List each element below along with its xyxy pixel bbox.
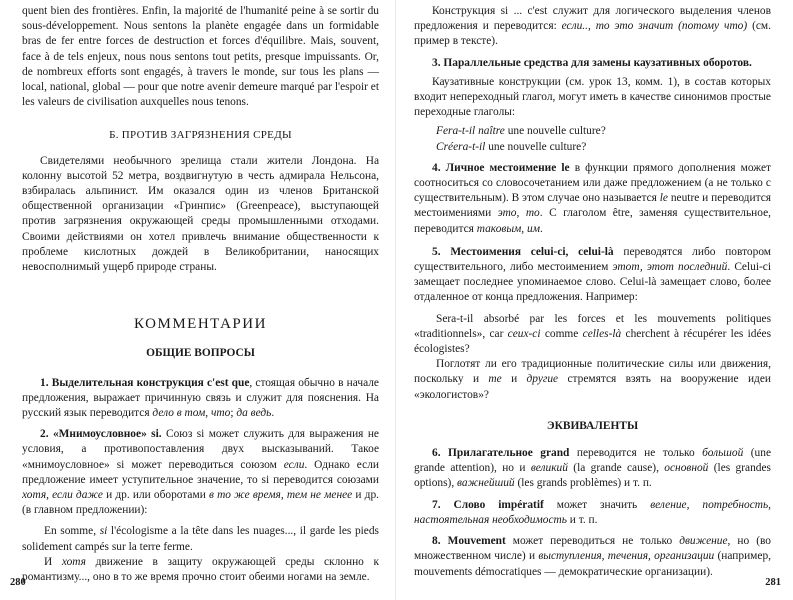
comment-item-4: 4. Личное местоимение le в функции прямого дополнения может соотноситься со словосочетанием или даже предложением (а не только с существительным). В этом случае оно называется le neutre и переводится местоимениями это, то. С глаголом être, заменяя существительное, переводится таковым, им. <box>414 161 771 235</box>
right-page <box>397 0 793 600</box>
general-questions-heading: ОБЩИЕ ВОПРОСЫ <box>146 347 255 360</box>
continuation-paragraph: Конструкция si ... c'est служит для логического выделения членов предложения и переводится: если.., то это значит (потому что) (см. пример в тексте). <box>414 5 771 48</box>
item-5-term: Местоимения celui-ci, celui-là <box>450 245 614 258</box>
example-russian-2: Поглотят ли его традиционные политические силы или движения, поскольку и те и другие стремятся взять на вооружение идеи «экологистов»? <box>414 358 771 401</box>
right-column <box>414 0 771 580</box>
item-1-term: Выделительная конструкция c'est que <box>51 376 250 389</box>
item-6-term: Прилагательное grand <box>448 447 570 460</box>
comment-item-6: 6. Прилагательное grand переводится не только большой (une grande attention), но и великий (la grande cause), основной (les grandes options), важнейший (les grands problèmes) и т. п. <box>414 447 771 490</box>
equivalents-heading: ЭКВИВАЛЕНТЫ <box>546 419 639 432</box>
left-page <box>0 0 396 600</box>
page-number-left: 280 <box>10 576 26 588</box>
item-7-term: Слово impératif <box>453 498 544 511</box>
item-3-term: Параллельные средства для замены каузативных оборотов. <box>443 56 752 69</box>
example-french-1: En somme, si l'écologisme a la tête dans les nuages..., il garde les pieds solidement campés sur la terre ferme. <box>22 525 379 553</box>
item-8-term: Mouvement <box>447 535 506 548</box>
page-gutter <box>395 0 396 600</box>
page-number-right: 281 <box>765 576 781 588</box>
section-b-heading: Б. ПРОТИВ ЗАГРЯЗНЕНИЯ СРЕДЫ <box>109 129 292 142</box>
item-4-term: Личное местоимение le <box>445 161 570 174</box>
item-2-term: «Мнимоусловное» si. <box>52 428 162 441</box>
comments-heading: КОММЕНТАРИИ <box>134 316 267 333</box>
example-russian-1: И хотя движение в защиту окружающей среды склонно к романтизму..., оно в то же время прочно стоит обеими ногами на земле. <box>22 555 379 584</box>
example-causative-2: Créera-t-il une nouvelle culture? <box>436 140 587 153</box>
section-b-text: Свидетелями необычного зрелища стали жители Лондона. На колонну высотой 52 метра, воздвигнутую в честь адмирала Нельсона, взбиралась альпинист. Им оказался один из членов Британской общественной организации «Гринпис» (Greenpeace), выступающей против загрязнения окружающей среды промышленными отходами. Своими действиями он хотел привлечь внимание общественности к проблеме кислотных дождей в Великобритании, наносящих невосполнимый ущерб природе страны. <box>22 154 379 274</box>
item-3-text: Каузативные конструкции (см. урок 13, комм. 1), в состав которых входит непереходный глагол, могут иметь в качестве синонимов простые переходные глаголы: <box>414 75 771 119</box>
example-causative-1: Fera-t-il naître une nouvelle culture? <box>436 125 606 138</box>
comment-item-1: 1. Выделительная конструкция c'est que, стоящая обычно в начале предложения, выражает причинную связь и служит для пояснения. На русский язык переводится дело в том, что; да ведь. <box>22 376 379 420</box>
left-column <box>22 0 379 585</box>
comment-item-7: 7. Слово impératif может значить веление, потребность, настоятельная необходимость и т. п. <box>414 498 772 526</box>
comment-item-3: 3. Параллельные средства для замены каузативных оборотов. <box>432 56 752 69</box>
intro-paragraph: quent bien des frontières. Enfin, la majorité de l'humanité peine à se sortir du sous-développement. Nous sentons la planète engagée dans un formidable bras de fer entre forces de destruction et forces d'équilibre. Mais, souvent, face à de tels enjeux, nous nous sentons tout petits, presque impuissants. Or, de nombreux efforts sont engagés, à travers le monde, sur tous les plans — local, national, global — pour que notre avenir demeure marqué par l'espoir et les valeurs de civilisation auxquelles nous tenons. <box>22 5 379 109</box>
comment-item-2: 2. «Мнимоусловное» si. Союз si может служить для выражения не условия, а противопоставления двух высказываний. Такое «мнимоусловное» si может переводиться союзом если. Однако если предложение имеет уступительное значение, то si переводится союзами хотя, если даже и др. или оборотами в то же время, тем не менее и др. (в главном предложении): <box>22 428 380 517</box>
example-french-2: Sera-t-il absorbé par les forces et les mouvements politiques «traditionnels», car ceux-ci comme celles-là cherchent à récupérer les idées écologistes? <box>414 312 771 356</box>
comment-item-5: 5. Местоимения celui-ci, celui-là переводятся либо повтором существительного, либо местоимением этот, этот последний. Celui-ci замещает последнее упоминаемое слово. Celui-là замещает слово, более отдаленное от конца предложения. Например: <box>414 245 772 304</box>
comment-item-8: 8. Mouvement может переводиться не только движение, но (во множественном числе) и выступления, течения, организации (например, mouvements démocratiques — демократические организации). <box>414 535 771 578</box>
